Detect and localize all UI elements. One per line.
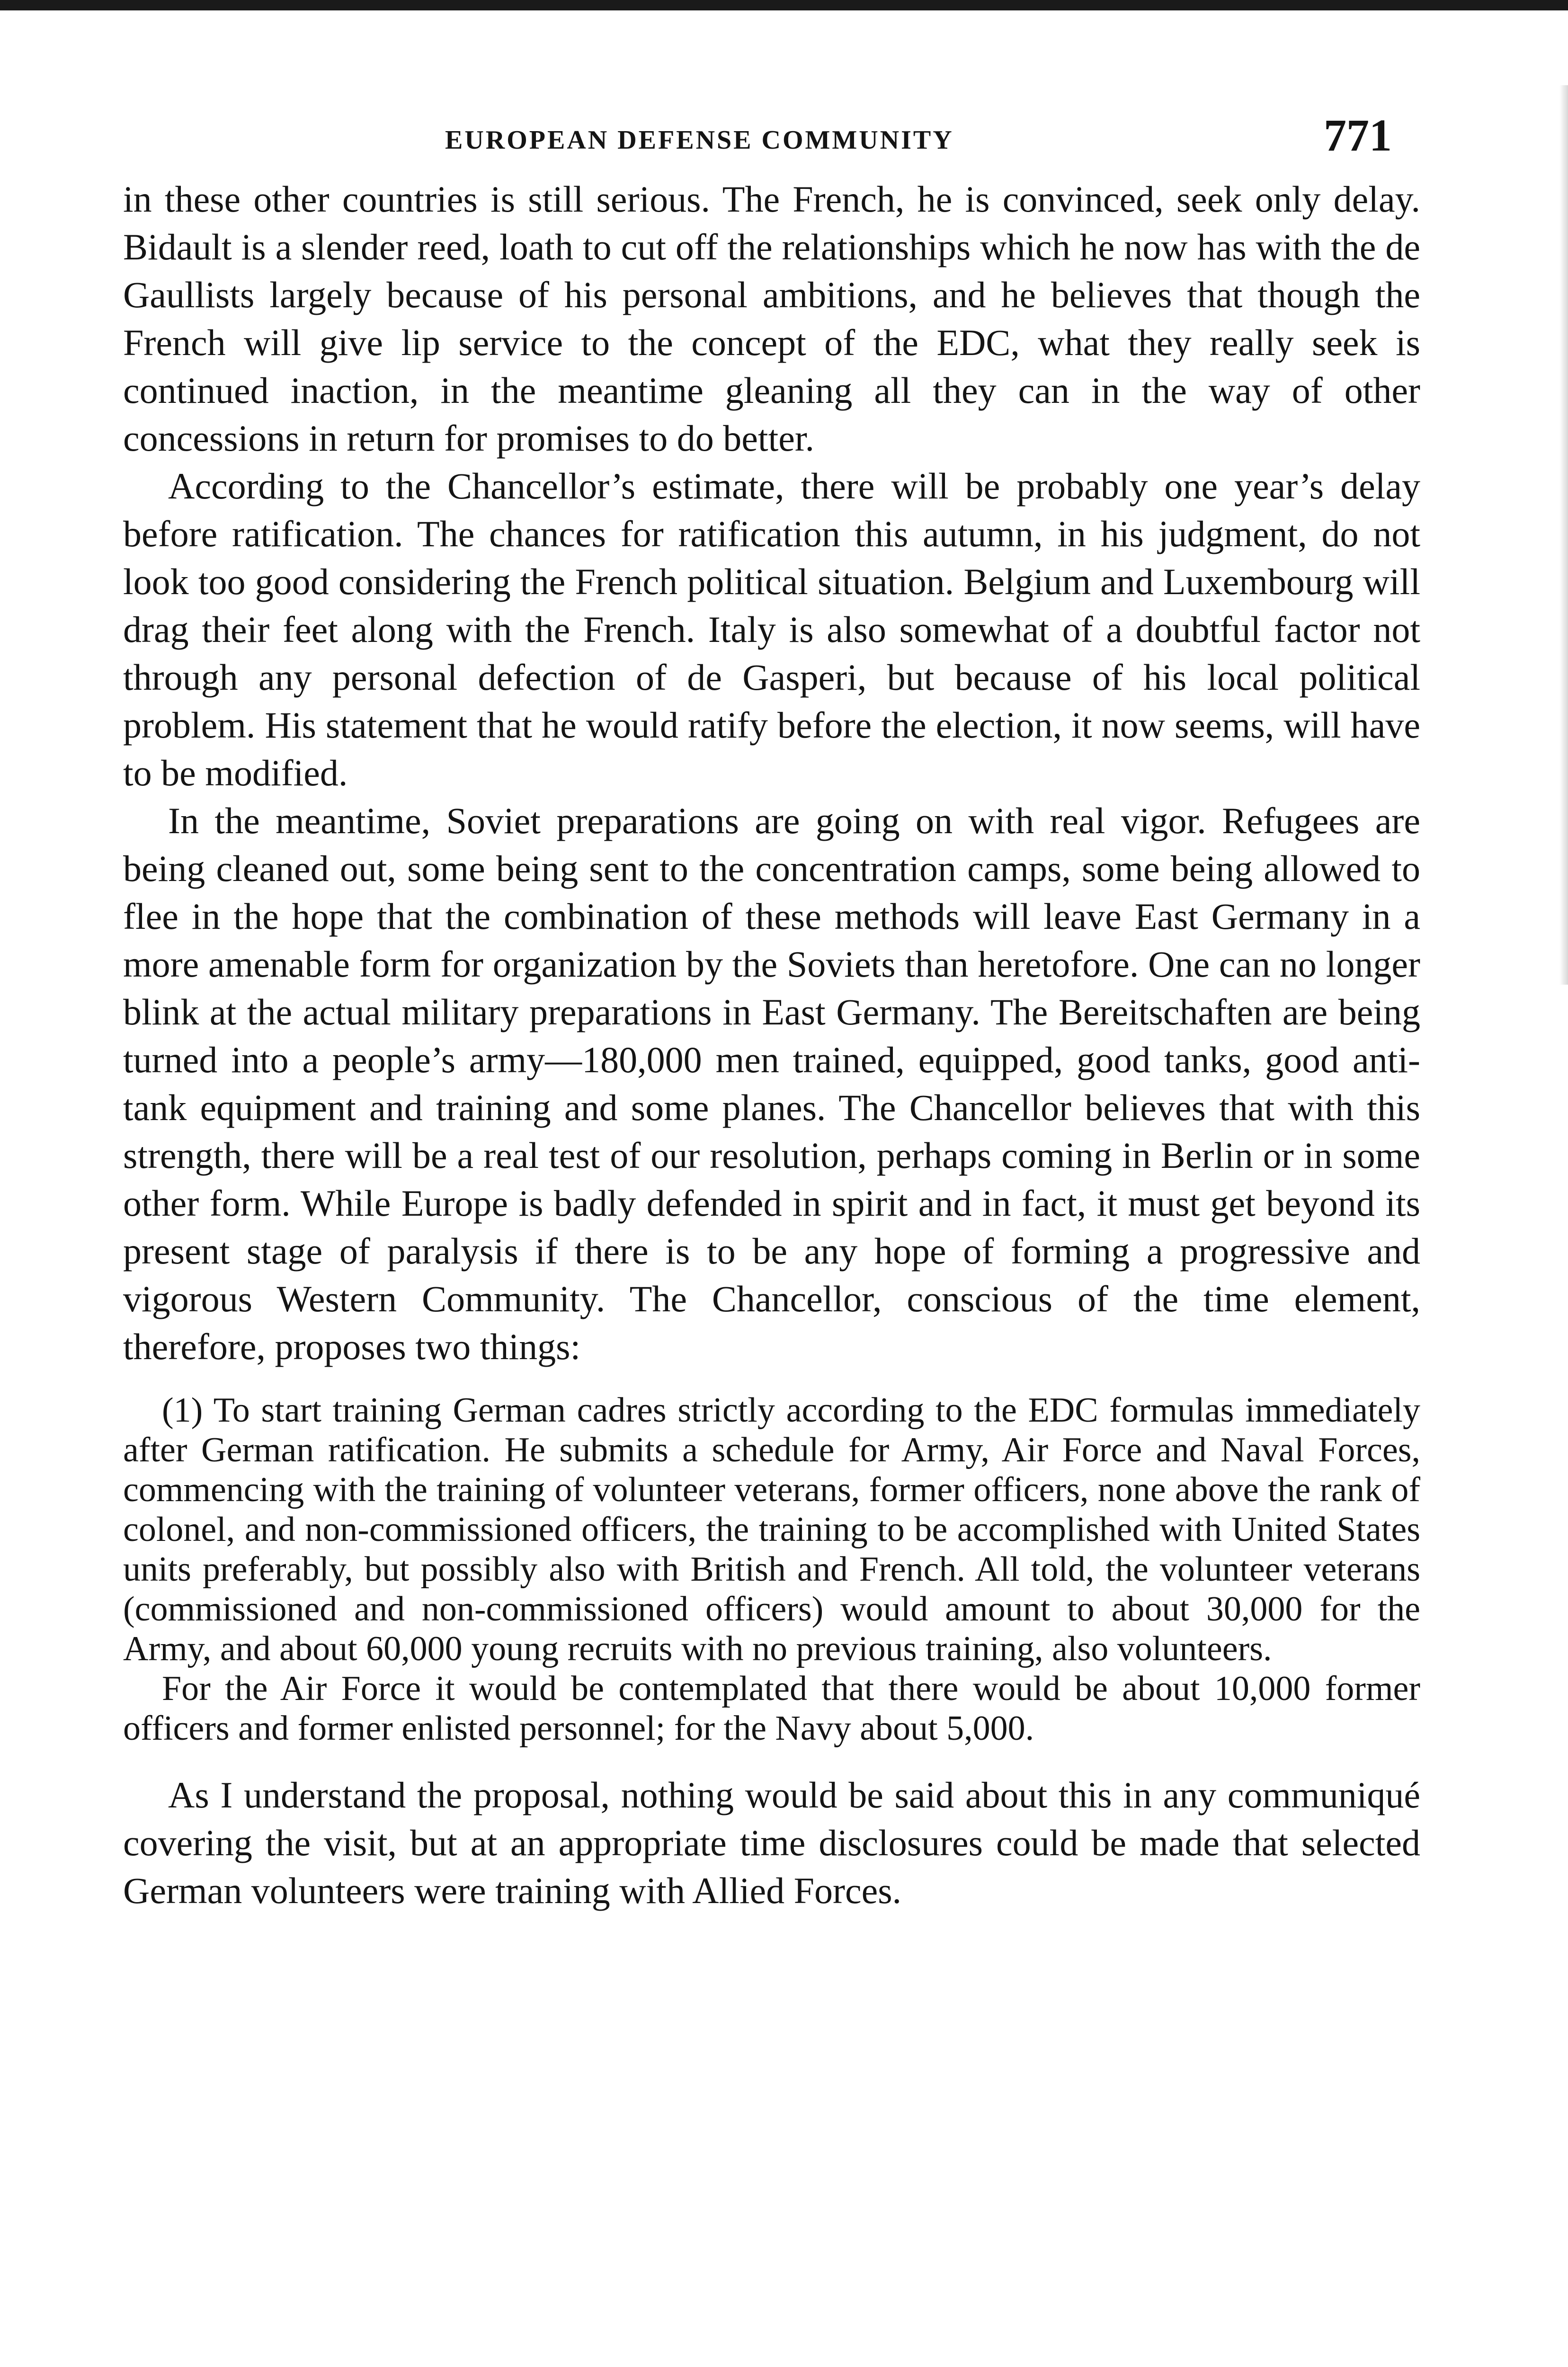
page-content [123,109,1420,1914]
closing-paragraph: As I understand the proposal, nothing would be said about this in any communiqué covering the visit, but at an appropriate time disclosures could be made that selected German volunteers were training with Allied Forces. [123,1774,1420,1911]
top-scan-rule [0,0,1568,10]
body-paragraph: In the meantime, Soviet preparations are going on with real vigor. Refugees are being cleaned out, some being sent to the concentration camps, some being allowed to flee in the hope that the combination of these methods will leave East Germany in a more amenable form for organization by the Soviets than heretofore. One can no longer blink at the actual military preparations in East Germany. The Bereitschaften are being turned into a people’s army—180,000 men trained, equipped, good tanks, good anti-tank equipment and training and some planes. The Chancellor believes that with this strength, there will be a real test of our resolution, perhaps coming in Berlin or in some other form. While Europe is badly defended in spirit and in fact, it must get beyond its present stage of paralysis if there is to be any hope of forming a progressive and vigorous Western Community. The Chancellor, conscious of the time element, therefore, proposes two things: [123,800,1420,1367]
scan-shadow-edge [1559,85,1568,985]
page-number: 771 [1324,110,1392,160]
body-paragraph: According to the Chancellor’s estimate, there will be probably one year’s delay before ratification. The chances for ratification this autumn, in his judgment, do not look too good considering the French political situation. Belgium and Luxembourg will drag their feet along with the French. Italy is also somewhat of a doubtful factor not through any personal defection of de Gasperi, but because of his local political problem. His statement that he would ratify before the election, it now seems, will have to be modified. [123,465,1420,793]
proposal-extract [123,1390,1420,1748]
body-text [123,175,1420,1914]
header-title: EUROPEAN DEFENSE COMMUNITY [445,125,954,155]
extract-paragraph: For the Air Force it would be contemplated that there would be about 10,000 former officers and former enlisted personnel; for the Navy about 5,000. [123,1669,1420,1748]
extract-paragraph: (1) To start training German cadres strictly according to the EDC formulas immediately after German ratification. He submits a schedule for Army, Air Force and Naval Forces, commencing with the training of volunteer veterans, former officers, none above the rank of colonel, and non-commissioned officers, the training to be accomplished with United States units preferably, but possibly also with British and French. All told, the volunteer veterans (commissioned and non-commissioned officers) would amount to about 30,000 for the Army, and about 60,000 young recruits with no previous training, also volunteers. [123,1391,1420,1668]
running-head [123,109,1420,175]
body-paragraph: in these other countries is still serious. The French, he is convinced, seek only delay. Bidault is a slender reed, loath to cut off the relationships which he now has with the de Gaullists largely because of his personal ambitions, and he believes that though the French will give lip service to the concept of the EDC, what they really seek is continued inaction, in the meantime gleaning all they can in the way of other concessions in return for promises to do better. [123,178,1420,459]
